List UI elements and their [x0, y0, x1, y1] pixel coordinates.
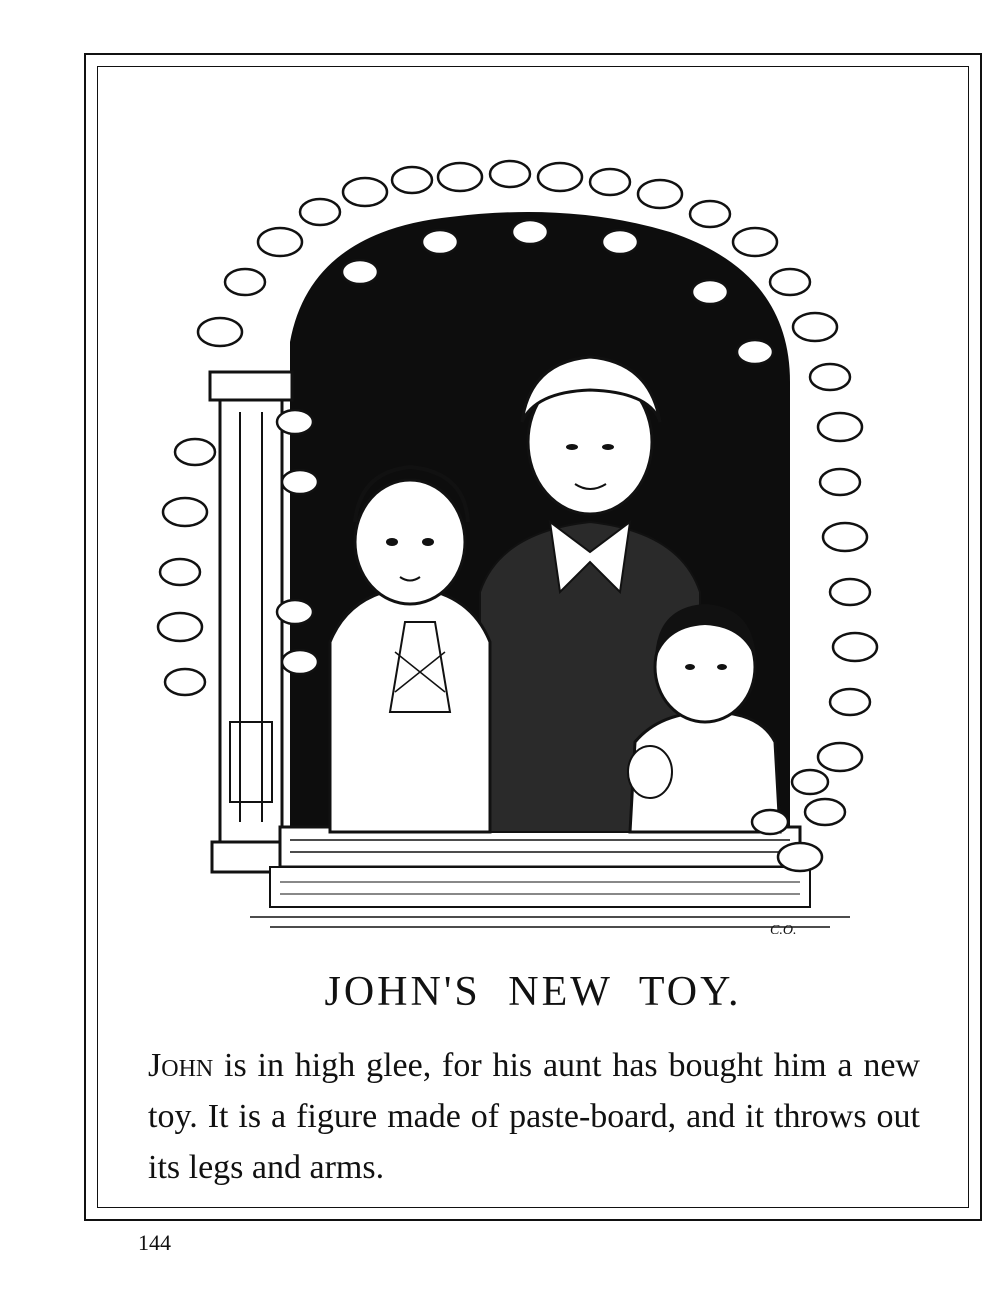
- page-number: 144: [138, 1230, 171, 1255]
- doll: [628, 746, 672, 798]
- story-body: [148, 1040, 920, 1193]
- story-lead-word: John: [148, 1047, 214, 1084]
- boy-figure: [330, 467, 490, 832]
- story-text: is in high glee, for his aunt has bought him a new toy. It is a figure made of paste-board, and it throws out its legs and arms.: [148, 1047, 920, 1186]
- window-sill: [270, 827, 810, 907]
- story-title: JOHN'S NEW TOY.: [324, 969, 742, 1015]
- ground-hatching: [250, 917, 850, 927]
- left-column: [210, 372, 292, 872]
- engraver-mark: C.O.: [770, 923, 797, 938]
- engraving-illustration: [150, 122, 890, 942]
